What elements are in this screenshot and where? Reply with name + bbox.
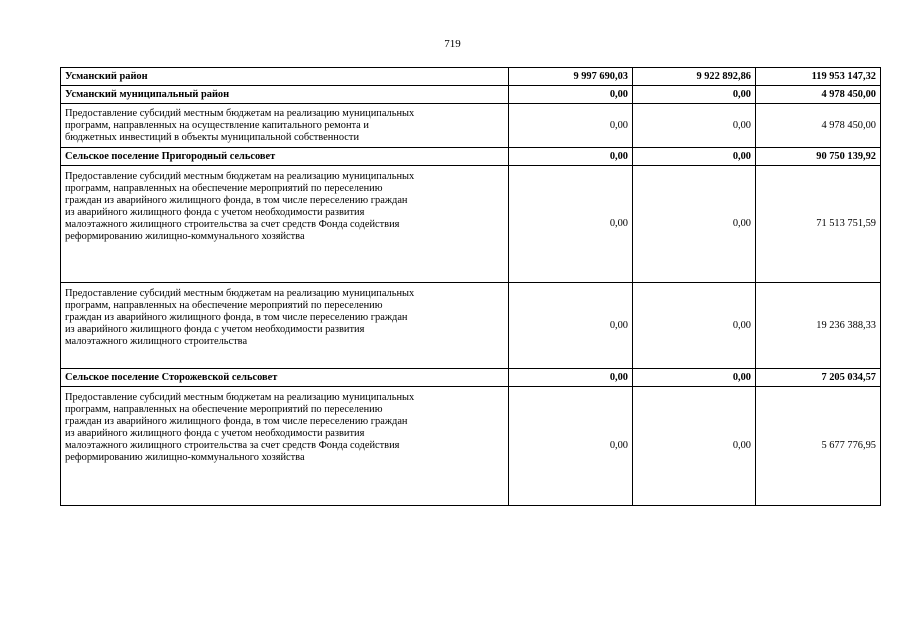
row-description xyxy=(61,387,509,506)
row-value-1: 0,00 xyxy=(509,283,633,369)
row-value-3: 4 978 450,00 xyxy=(756,86,881,104)
description-line: Предоставление субсидий местным бюджетам на реализацию муниципальных xyxy=(65,392,415,403)
table-row-municipal-district xyxy=(61,86,881,104)
row-value-2: 0,00 xyxy=(633,283,756,369)
description-line: малоэтажного жилищного строительства xyxy=(65,336,248,347)
description-line: из аварийного жилищного фонда с учетом необходимости развития xyxy=(65,324,365,335)
row-name: Усманский район xyxy=(61,68,509,86)
row-name: Сельское поселение Сторожевской сельсовет xyxy=(61,369,509,387)
row-description xyxy=(61,166,509,283)
table-row-settlement xyxy=(61,369,881,387)
description-line: реформированию жилищно-коммунального хозяйства xyxy=(65,452,305,463)
row-name: Усманский муниципальный район xyxy=(61,86,509,104)
description-line: Предоставление субсидий местным бюджетам на реализацию муниципальных xyxy=(65,107,415,119)
table-row-subsidy xyxy=(61,387,881,506)
row-value-2: 0,00 xyxy=(633,166,756,283)
row-value-2: 0,00 xyxy=(633,387,756,506)
page-number: 719 xyxy=(444,38,461,50)
description-line: малоэтажного жилищного строительства за счет средств Фонда содействия xyxy=(65,440,400,451)
row-value-1: 0,00 xyxy=(509,387,633,506)
table-row-subsidy xyxy=(61,283,881,369)
row-value-3: 7 205 034,57 xyxy=(756,369,881,387)
row-value-3: 119 953 147,32 xyxy=(756,68,881,86)
table-row-subsidy xyxy=(61,104,881,148)
description-line: программ, направленных на осуществление капитального ремонта и xyxy=(65,119,369,131)
table-row-district xyxy=(61,68,881,86)
description-line: граждан из аварийного жилищного фонда, в том числе переселению граждан xyxy=(65,416,408,427)
row-description xyxy=(61,283,509,369)
row-value-1: 0,00 xyxy=(509,86,633,104)
row-value-3: 4 978 450,00 xyxy=(756,104,881,148)
row-name: Сельское поселение Пригородный сельсовет xyxy=(61,148,509,166)
description-line: программ, направленных на обеспечение мероприятий по переселению xyxy=(65,300,383,311)
row-value-2: 0,00 xyxy=(633,369,756,387)
description-line: из аварийного жилищного фонда с учетом необходимости развития xyxy=(65,428,365,439)
table-row-settlement xyxy=(61,148,881,166)
budget-table xyxy=(60,67,881,506)
description-line: Предоставление субсидий местным бюджетам на реализацию муниципальных xyxy=(65,288,415,299)
row-value-1: 9 997 690,03 xyxy=(509,68,633,86)
row-value-2: 9 922 892,86 xyxy=(633,68,756,86)
description-line: бюджетных инвестиций в объекты муниципальной собственности xyxy=(65,131,360,143)
row-value-1: 0,00 xyxy=(509,104,633,148)
description-line: программ, направленных на обеспечение мероприятий по переселению xyxy=(65,183,383,194)
table-row-subsidy xyxy=(61,166,881,283)
row-value-2: 0,00 xyxy=(633,86,756,104)
description-line: Предоставление субсидий местным бюджетам на реализацию муниципальных xyxy=(65,171,415,182)
row-value-2: 0,00 xyxy=(633,104,756,148)
description-line: программ, направленных на обеспечение мероприятий по переселению xyxy=(65,404,383,415)
row-value-3: 71 513 751,59 xyxy=(756,166,881,283)
row-description xyxy=(61,104,509,148)
row-value-2: 0,00 xyxy=(633,148,756,166)
description-line: из аварийного жилищного фонда с учетом необходимости развития xyxy=(65,207,365,218)
row-value-1: 0,00 xyxy=(509,369,633,387)
row-value-1: 0,00 xyxy=(509,148,633,166)
description-line: реформированию жилищно-коммунального хозяйства xyxy=(65,231,305,242)
row-value-1: 0,00 xyxy=(509,166,633,283)
row-value-3: 5 677 776,95 xyxy=(756,387,881,506)
row-value-3: 19 236 388,33 xyxy=(756,283,881,369)
description-line: граждан из аварийного жилищного фонда, в том числе переселению граждан xyxy=(65,312,408,323)
row-value-3: 90 750 139,92 xyxy=(756,148,881,166)
description-line: граждан из аварийного жилищного фонда, в том числе переселению граждан xyxy=(65,195,408,206)
description-line: малоэтажного жилищного строительства за счет средств Фонда содействия xyxy=(65,219,400,230)
